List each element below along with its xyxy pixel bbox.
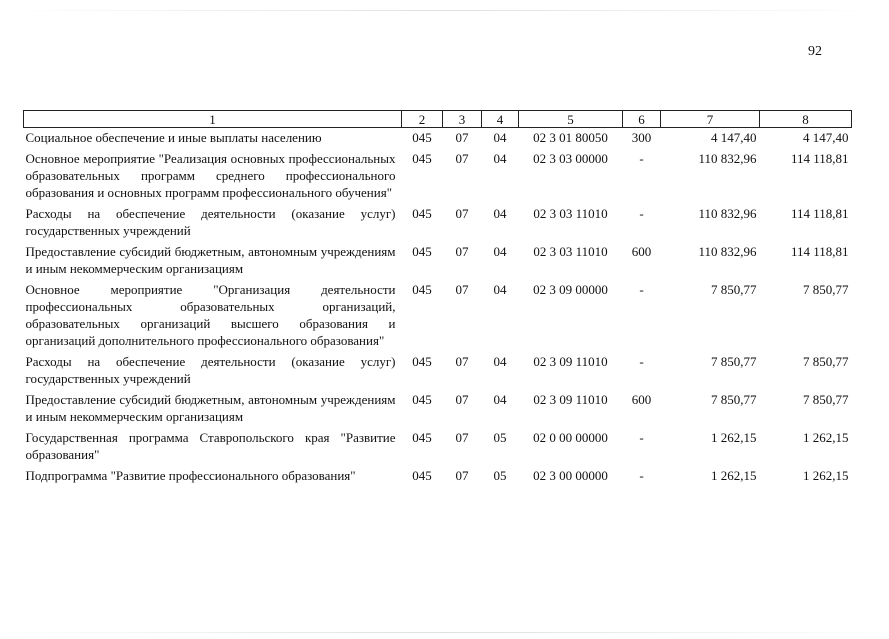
- column-header-4: 4: [482, 111, 519, 128]
- row-amount-2: 1 262,15: [803, 468, 849, 483]
- row-ministry: 045: [412, 151, 432, 166]
- row-section: 07: [455, 151, 469, 166]
- row-amount-2: 114 118,81: [790, 151, 849, 166]
- table-row: [24, 128, 852, 151]
- row-name: Подпрограмма "Развитие профессионального образования": [25, 468, 356, 483]
- row-name: Расходы на обеспечение деятельности (оказание услуг) государственных учреждений: [25, 354, 396, 386]
- column-header-1: 1: [24, 111, 402, 128]
- row-subsection: 04: [493, 282, 507, 297]
- row-section: 07: [455, 430, 469, 445]
- row-section: 07: [455, 206, 469, 221]
- row-amount-1: 110 832,96: [698, 244, 757, 259]
- row-expense-type: -: [639, 354, 644, 369]
- row-subsection: 05: [493, 468, 507, 483]
- row-ministry: 045: [412, 206, 432, 221]
- row-target: 02 3 00 00000: [533, 468, 608, 483]
- row-target: 02 3 03 11010: [533, 244, 608, 259]
- scan-artifact-bottom: [0, 632, 889, 633]
- row-name: Предоставление субсидий бюджетным, автономным учреждениям и иным некоммерческим организациям: [25, 244, 396, 276]
- column-header-7: 7: [661, 111, 760, 128]
- row-name: Государственная программа Ставропольского края "Развитие образования": [25, 430, 396, 462]
- row-target: 02 3 01 80050: [533, 130, 608, 145]
- row-amount-1: 1 262,15: [711, 430, 757, 445]
- row-section: 07: [455, 130, 469, 145]
- row-ministry: 045: [412, 354, 432, 369]
- page-number: 92: [808, 44, 822, 59]
- row-section: 07: [455, 244, 469, 259]
- row-expense-type: -: [639, 430, 644, 445]
- row-section: 07: [455, 354, 469, 369]
- row-subsection: 04: [493, 354, 507, 369]
- row-target: 02 3 09 11010: [533, 392, 608, 407]
- row-name: Основное мероприятие "Реализация основных профессиональных образовательных программ среднего профессионального образования и основных программ профессионального обучения": [25, 151, 396, 200]
- column-header-8: 8: [760, 111, 852, 128]
- row-expense-type: 600: [631, 244, 652, 259]
- column-header-3: 3: [443, 111, 482, 128]
- row-ministry: 045: [412, 282, 432, 297]
- row-name: Расходы на обеспечение деятельности (оказание услуг) государственных учреждений: [25, 206, 396, 238]
- row-expense-type: -: [639, 468, 644, 483]
- table-header-row: [24, 111, 852, 128]
- row-ministry: 045: [412, 392, 432, 407]
- column-header-6: 6: [623, 111, 661, 128]
- row-expense-type: 300: [631, 130, 652, 145]
- row-section: 07: [455, 282, 469, 297]
- budget-table: [23, 110, 852, 488]
- row-expense-type: 600: [631, 392, 652, 407]
- row-amount-1: 7 850,77: [711, 354, 757, 369]
- table-row: [24, 429, 852, 467]
- row-amount-1: 4 147,40: [711, 130, 757, 145]
- row-ministry: 045: [412, 468, 432, 483]
- row-amount-1: 110 832,96: [698, 206, 757, 221]
- column-header-2: 2: [402, 111, 443, 128]
- row-expense-type: -: [639, 151, 644, 166]
- table-row: [24, 243, 852, 281]
- row-section: 07: [455, 468, 469, 483]
- row-section: 07: [455, 392, 469, 407]
- row-subsection: 04: [493, 206, 507, 221]
- row-ministry: 045: [412, 430, 432, 445]
- row-amount-2: 4 147,40: [803, 130, 849, 145]
- row-amount-2: 7 850,77: [803, 282, 849, 297]
- row-target: 02 0 00 00000: [533, 430, 608, 445]
- row-subsection: 04: [493, 244, 507, 259]
- row-amount-1: 7 850,77: [711, 392, 757, 407]
- row-subsection: 05: [493, 430, 507, 445]
- table-row: [24, 353, 852, 391]
- row-amount-1: 110 832,96: [698, 151, 757, 166]
- table-row: [24, 150, 852, 205]
- row-target: 02 3 03 00000: [533, 151, 608, 166]
- column-header-5: 5: [519, 111, 623, 128]
- row-ministry: 045: [412, 130, 432, 145]
- row-subsection: 04: [493, 151, 507, 166]
- row-amount-2: 114 118,81: [790, 206, 849, 221]
- row-subsection: 04: [493, 392, 507, 407]
- row-amount-2: 7 850,77: [803, 392, 849, 407]
- row-ministry: 045: [412, 244, 432, 259]
- row-subsection: 04: [493, 130, 507, 145]
- row-amount-2: 1 262,15: [803, 430, 849, 445]
- row-target: 02 3 09 11010: [533, 354, 608, 369]
- row-amount-2: 7 850,77: [803, 354, 849, 369]
- row-name: Социальное обеспечение и иные выплаты населению: [25, 130, 322, 145]
- row-expense-type: -: [639, 282, 644, 297]
- row-amount-1: 1 262,15: [711, 468, 757, 483]
- row-target: 02 3 09 00000: [533, 282, 608, 297]
- table-row: [24, 205, 852, 243]
- table-row: [24, 281, 852, 353]
- row-amount-1: 7 850,77: [711, 282, 757, 297]
- scan-artifact-top: [0, 10, 889, 11]
- row-name: Основное мероприятие "Организация деятельности профессиональных образовательных организаций, образовательных организаций высшего образования и организаций дополнительного профессионального образования": [25, 282, 396, 348]
- row-name: Предоставление субсидий бюджетным, автономным учреждениям и иным некоммерческим организациям: [25, 392, 396, 424]
- table-row: [24, 391, 852, 429]
- row-amount-2: 114 118,81: [790, 244, 849, 259]
- row-target: 02 3 03 11010: [533, 206, 608, 221]
- row-expense-type: -: [639, 206, 644, 221]
- table-row: [24, 467, 852, 488]
